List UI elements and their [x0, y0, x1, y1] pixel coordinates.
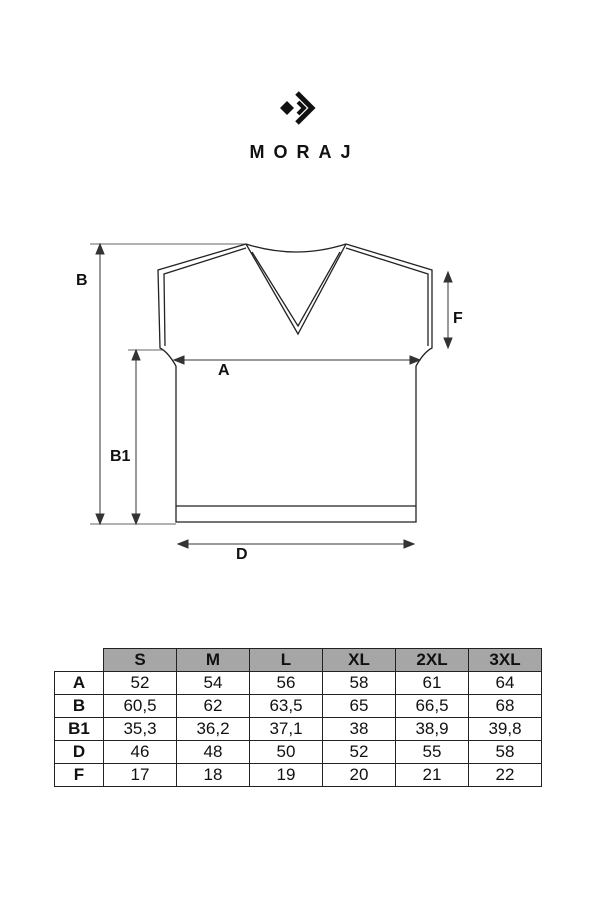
- label-d: D: [236, 546, 248, 563]
- table-cell: 68: [469, 695, 542, 718]
- table-cell: 17: [104, 764, 177, 787]
- table-row: [55, 764, 542, 787]
- label-a: A: [218, 362, 230, 379]
- row-label: A: [55, 672, 104, 695]
- row-label: F: [55, 764, 104, 787]
- header-size: XL: [323, 649, 396, 672]
- table-cell: 21: [396, 764, 469, 787]
- table-cell: 52: [104, 672, 177, 695]
- table-row: [55, 672, 542, 695]
- table-cell: 56: [250, 672, 323, 695]
- table-row: [55, 741, 542, 764]
- row-label: D: [55, 741, 104, 764]
- table-cell: 48: [177, 741, 250, 764]
- label-b: B: [76, 272, 88, 289]
- table-row: [55, 695, 542, 718]
- header-size: S: [104, 649, 177, 672]
- row-label: B1: [55, 718, 104, 741]
- row-label: B: [55, 695, 104, 718]
- table-cell: 38,9: [396, 718, 469, 741]
- table-row: [55, 718, 542, 741]
- table-cell: 36,2: [177, 718, 250, 741]
- table-cell: 37,1: [250, 718, 323, 741]
- table-corner: [55, 649, 104, 672]
- size-table: [54, 648, 542, 787]
- table-cell: 64: [469, 672, 542, 695]
- table-cell: 39,8: [469, 718, 542, 741]
- table-cell: 20: [323, 764, 396, 787]
- label-b1: B1: [110, 448, 131, 465]
- brand-arrow-icon: [278, 88, 322, 128]
- header-size: L: [250, 649, 323, 672]
- table-cell: 65: [323, 695, 396, 718]
- garment-diagram: [0, 230, 600, 570]
- table-cell: 62: [177, 695, 250, 718]
- table-cell: 52: [323, 741, 396, 764]
- table-cell: 46: [104, 741, 177, 764]
- header-size: M: [177, 649, 250, 672]
- table-cell: 18: [177, 764, 250, 787]
- brand-logo: [0, 88, 600, 163]
- table-cell: 63,5: [250, 695, 323, 718]
- table-cell: 58: [469, 741, 542, 764]
- header-size: 3XL: [469, 649, 542, 672]
- brand-name: MORAJ: [249, 142, 360, 162]
- vest-outline: [0, 230, 600, 570]
- table-cell: 35,3: [104, 718, 177, 741]
- table-cell: 58: [323, 672, 396, 695]
- table-cell: 54: [177, 672, 250, 695]
- table-cell: 66,5: [396, 695, 469, 718]
- header-size: 2XL: [396, 649, 469, 672]
- table-cell: 22: [469, 764, 542, 787]
- label-f: F: [453, 310, 463, 327]
- table-cell: 60,5: [104, 695, 177, 718]
- table-cell: 19: [250, 764, 323, 787]
- table-cell: 61: [396, 672, 469, 695]
- table-cell: 38: [323, 718, 396, 741]
- table-header-row: [55, 649, 542, 672]
- table-cell: 55: [396, 741, 469, 764]
- table-cell: 50: [250, 741, 323, 764]
